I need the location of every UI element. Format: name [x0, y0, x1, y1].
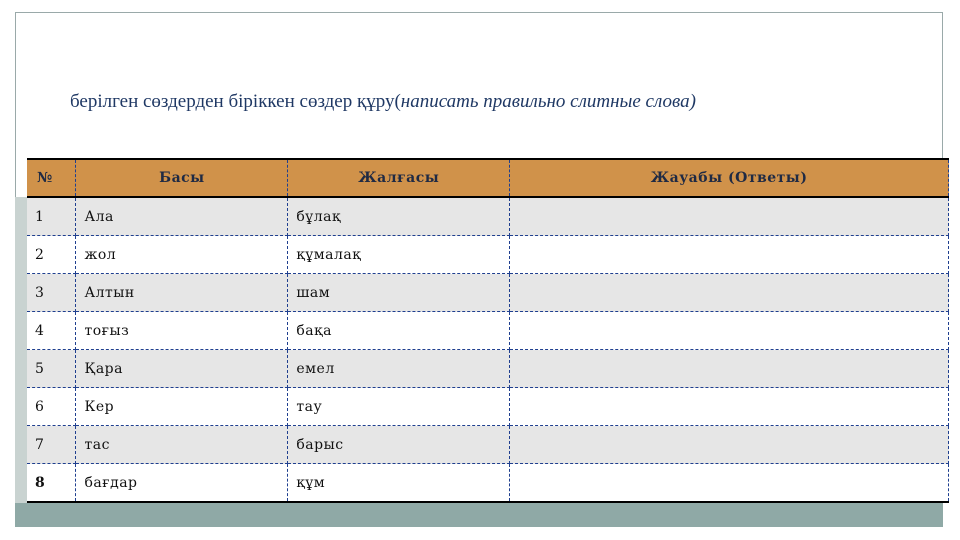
row-number: 6	[27, 388, 76, 426]
table-row	[27, 312, 949, 350]
bottom-accent-band	[15, 503, 943, 527]
row-answer-cell[interactable]	[510, 426, 949, 464]
task-heading	[64, 90, 824, 114]
row-start-word: тоғыз	[76, 312, 288, 350]
table-row	[27, 350, 949, 388]
row-number: 5	[27, 350, 76, 388]
row-answer-cell[interactable]	[510, 312, 949, 350]
row-end-word: құмалақ	[288, 236, 510, 274]
row-number: 2	[27, 236, 76, 274]
table-row	[27, 388, 949, 426]
table-row	[27, 274, 949, 312]
compound-words-table	[27, 158, 949, 503]
row-start-word: жол	[76, 236, 288, 274]
row-answer-cell[interactable]	[510, 197, 949, 236]
table-row	[27, 464, 949, 503]
row-end-word: бақа	[288, 312, 510, 350]
row-end-word: шам	[288, 274, 510, 312]
row-end-word: барыс	[288, 426, 510, 464]
row-answer-cell[interactable]	[510, 274, 949, 312]
row-number: 4	[27, 312, 76, 350]
row-answer-cell[interactable]	[510, 388, 949, 426]
row-start-word: Ала	[76, 197, 288, 236]
row-number: 7	[27, 426, 76, 464]
row-start-word: Алтын	[76, 274, 288, 312]
row-number: 3	[27, 274, 76, 312]
header-number: №	[27, 159, 76, 197]
row-end-word: бұлақ	[288, 197, 510, 236]
row-start-word: бағдар	[76, 464, 288, 503]
row-end-word: емел	[288, 350, 510, 388]
row-end-word: құм	[288, 464, 510, 503]
task-text-russian: написать правильно слитные слова)	[400, 91, 696, 112]
row-start-word: Қара	[76, 350, 288, 388]
row-number: 8	[27, 464, 76, 503]
row-start-word: тас	[76, 426, 288, 464]
row-end-word: тау	[288, 388, 510, 426]
row-answer-cell[interactable]	[510, 236, 949, 274]
header-start: Басы	[76, 159, 288, 197]
row-start-word: Кер	[76, 388, 288, 426]
table-row	[27, 426, 949, 464]
header-end: Жалғасы	[288, 159, 510, 197]
header-answer: Жауабы (Ответы)	[510, 159, 949, 197]
task-text-kazakh: берілген сөздерден біріккен сөздер құру(	[70, 91, 401, 112]
row-number: 1	[27, 197, 76, 236]
row-answer-cell[interactable]	[510, 464, 949, 503]
left-accent-band	[15, 197, 27, 503]
table-header-row	[27, 159, 949, 197]
table-row	[27, 197, 949, 236]
row-answer-cell[interactable]	[510, 350, 949, 388]
table-row	[27, 236, 949, 274]
